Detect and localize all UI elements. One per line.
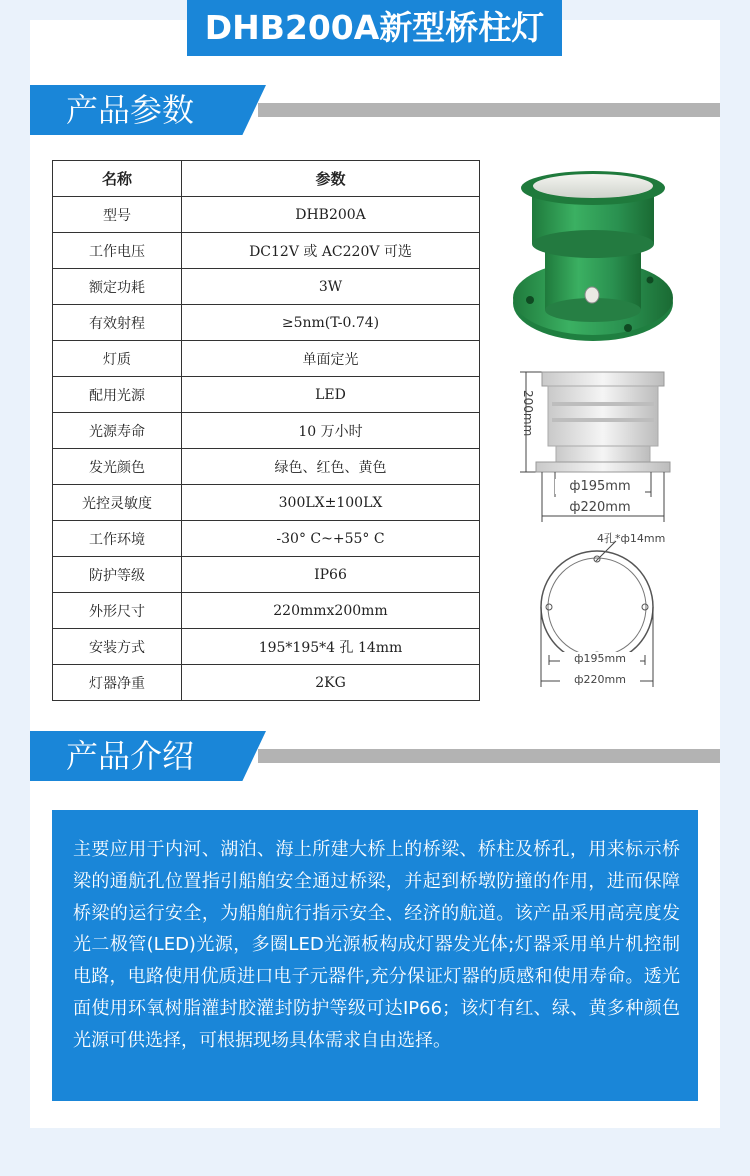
intro-paragraph: 主要应用于内河、湖泊、海上所建大桥上的桥梁、桥柱及桥孔，用来标示桥梁的通航孔位置指引船舶安全通过桥梁，并起到桥墩防撞的作用，进而保障桥梁的运行安全，为船舶航行指示安全、经济的航道。该产品采用高亮度发光二极管(LED)光源，多圈LED光源板构成灯器发光体;灯器采用单片机控制电路，电路使用优质进口电子元器件,充分保证灯器的质感和使用寿命。透光面使用环氧树脂灌封胶灌封防护等级可达IP66；该灯有红、绿、黄多种颜色光源可供选择，可根据现场具体需求自由选择。 <box>73 839 680 1051</box>
param-value: 195*195*4 孔 14mm <box>182 629 480 665</box>
table-row <box>53 197 480 233</box>
param-name: 额定功耗 <box>53 269 182 305</box>
param-value: -30° C~+55° C <box>182 521 480 557</box>
param-value: DHB200A <box>182 197 480 233</box>
table-row <box>53 485 480 521</box>
table-row <box>53 305 480 341</box>
table-row <box>53 629 480 665</box>
table-row <box>53 449 480 485</box>
param-name: 配用光源 <box>53 377 182 413</box>
param-name: 安装方式 <box>53 629 182 665</box>
page-title: DHB200A新型桥柱灯 <box>187 0 562 56</box>
table-row <box>53 665 480 701</box>
table-header-row <box>53 161 480 197</box>
param-name: 防护等级 <box>53 557 182 593</box>
heading-divider <box>258 749 720 763</box>
param-name: 工作环境 <box>53 521 182 557</box>
params-table <box>52 160 480 701</box>
params-heading-text: 产品参数 <box>66 91 195 129</box>
table-row <box>53 233 480 269</box>
table-header: 名称 <box>53 161 182 197</box>
table-row <box>53 521 480 557</box>
table-row <box>53 593 480 629</box>
param-value: IP66 <box>182 557 480 593</box>
table-row <box>53 413 480 449</box>
param-value: 10 万小时 <box>182 413 480 449</box>
inner-diameter-label: ф195mm <box>555 479 645 494</box>
param-value: 2KG <box>182 665 480 701</box>
table-header: 参数 <box>182 161 480 197</box>
table-row <box>53 557 480 593</box>
param-value: ≥5nm(T-0.74) <box>182 305 480 341</box>
param-value: 单面定光 <box>182 341 480 377</box>
param-name: 型号 <box>53 197 182 233</box>
heading-divider <box>258 103 720 117</box>
param-value: 220mmx200mm <box>182 593 480 629</box>
top-view-drawing <box>528 535 678 690</box>
params-section-heading <box>30 85 720 135</box>
intro-text-box <box>52 810 698 1101</box>
table-row <box>53 269 480 305</box>
intro-heading-text: 产品介绍 <box>66 737 195 775</box>
table-row <box>53 377 480 413</box>
param-value: 绿色、红色、黄色 <box>182 449 480 485</box>
param-name: 工作电压 <box>53 233 182 269</box>
intro-section-heading <box>30 731 720 781</box>
table-row <box>53 341 480 377</box>
lamp-product-image <box>510 170 680 345</box>
param-name: 发光颜色 <box>53 449 182 485</box>
param-name: 灯质 <box>53 341 182 377</box>
outer-diameter-label: ф220mm <box>555 500 645 515</box>
param-name: 有效射程 <box>53 305 182 341</box>
inner-diameter-label-2: ф195mm <box>560 652 640 665</box>
param-name: 外形尺寸 <box>53 593 182 629</box>
height-dimension-label: 200mm <box>521 390 535 437</box>
param-name: 灯器净重 <box>53 665 182 701</box>
param-value: 300LX±100LX <box>182 485 480 521</box>
param-name: 光控灵敏度 <box>53 485 182 521</box>
outer-diameter-label-2: ф220mm <box>560 673 640 686</box>
param-value: 3W <box>182 269 480 305</box>
param-value: DC12V 或 AC220V 可选 <box>182 233 480 269</box>
param-value: LED <box>182 377 480 413</box>
param-name: 光源寿命 <box>53 413 182 449</box>
holes-label: 4孔*ф14mm <box>597 532 666 545</box>
